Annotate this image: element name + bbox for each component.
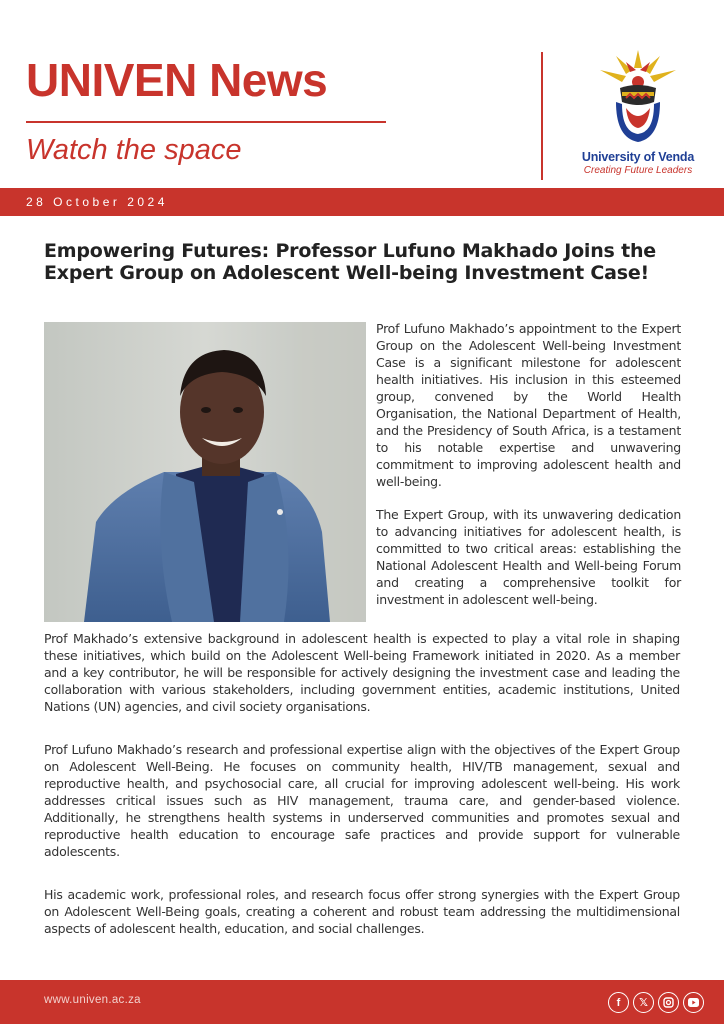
website-link[interactable]: www.univen.ac.za <box>44 994 141 1006</box>
x-icon[interactable]: 𝕏 <box>633 992 654 1013</box>
article-paragraph-5: His academic work, professional roles, and research focus offer strong synergies with the Expert Group on Adolescent Well-Being goals, creating a coherent and robust team addressing the multidimensional aspects of adolescent health, education, and social challenges. <box>44 887 680 936</box>
article-headline: Empowering Futures: Professor Lufuno Makhado Joins the Expert Group on Adolescent Well-being Investment Case! <box>44 240 656 284</box>
publication-date: 28 October 2024 <box>26 195 168 209</box>
masthead <box>26 54 386 106</box>
article-paragraph-4: Prof Lufuno Makhado’s research and professional expertise align with the objectives of the Expert Group on Adolescent Well-Being. He focuses on community health, HIV/TB management, sexual and reproductive health, and psychosocial care, all crucial for improving adolescent well-being. His work addresses critical issues such as HIV management, trauma care, and gender-based violence. Additionally, he strengthens health systems in underserved communities and promotes sexual and reproductive health education to encourage safe practices and provide support for vulnerable adolescents. <box>44 742 680 859</box>
university-name: University of Venda <box>581 150 695 164</box>
portrait-photo <box>44 322 366 622</box>
youtube-icon[interactable] <box>683 992 704 1013</box>
facebook-icon[interactable]: f <box>608 992 629 1013</box>
footer-bar <box>0 980 724 1024</box>
instagram-icon[interactable] <box>658 992 679 1013</box>
article-paragraph-3: Prof Makhado’s extensive background in adolescent health is expected to play a vital role in shaping these initiatives, which build on the Adolescent Well-being Framework initiated in 2020. As a member and a key contributor, he will be responsible for actively designing the investment case and leading the collaboration with various stakeholders, including government entities, academic institutions, United Nations (UN) agencies, and civil society organisations. <box>44 631 680 714</box>
article-paragraph-2: The Expert Group, with its unwavering dedication to advancing initiatives for adolescent health, is committed to two critical areas: establishing the National Adolescent Health and Well-being Forum and creating a comprehensive toolkit for investment in adolescent well-being. <box>376 507 681 607</box>
newsletter-tagline: Watch the space <box>26 134 242 166</box>
header-divider <box>541 52 543 180</box>
university-crest-icon <box>596 48 680 148</box>
newsletter-title: UNIVEN News <box>26 54 328 106</box>
article-paragraph-1: Prof Lufuno Makhado’s appointment to the Expert Group on the Adolescent Well-being Investment Case is a significant milestone for adolescent health initiatives. His inclusion in this esteemed group, convened by the World Health Organisation, the National Department of Health, and the Presidency of South Africa, is a testament to his notable expertise and unwavering commitment to improving adolescent health and well-being. <box>376 321 681 489</box>
university-logo[interactable] <box>562 48 714 176</box>
university-slogan: Creating Future Leaders <box>583 165 693 176</box>
title-underline <box>26 121 386 123</box>
portrait-illustration <box>44 322 366 622</box>
date-bar <box>0 188 724 216</box>
